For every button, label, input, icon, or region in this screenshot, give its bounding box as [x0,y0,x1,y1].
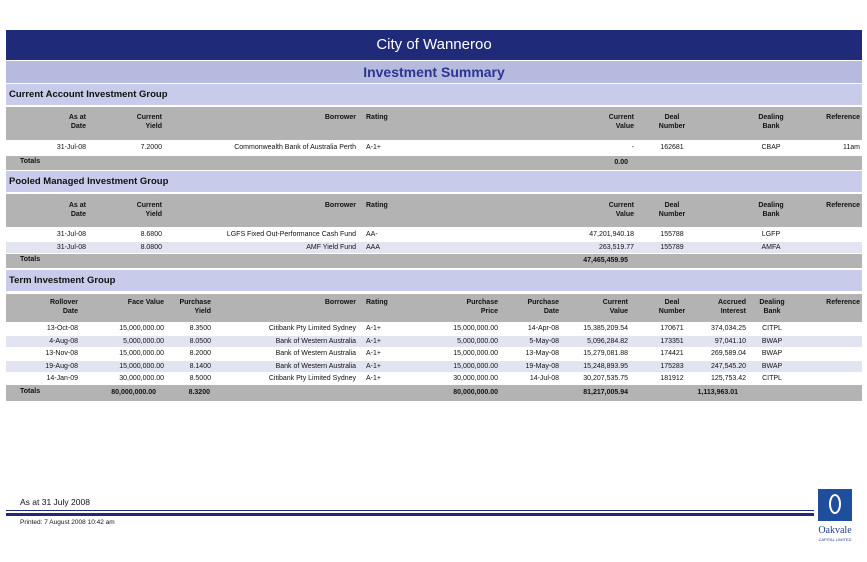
table-cell: 14-Jan-09 [46,375,78,382]
table-cell: 8.1400 [189,362,211,370]
table-row [6,323,862,334]
table-cell: 30,000,000.00 [453,375,498,382]
table-cell: BWAP [761,337,783,345]
current-group-heading: Current Account Investment Group [6,84,862,105]
table-cell: CITPL [762,375,782,382]
term-total-price: 80,000,000.00 [453,389,498,396]
table-cell: 30,207,535.75 [583,375,628,382]
current-total-value: 0.00 [614,159,628,166]
pooled-totals-row [6,254,862,268]
pooled-column-headers [6,194,862,227]
current-totals-row [6,156,862,170]
term-total-yield: 8.3200 [188,389,210,396]
table-cell: 173351 [660,337,684,345]
current-column-headers [6,107,862,140]
table-cell: Bank of Western Australia [275,350,356,357]
column-header: Rollover Date [49,299,78,315]
column-header: Reference [826,114,860,121]
column-header: Dealing Bank [759,299,785,315]
table-row [6,242,862,253]
column-header: Dealing Bank [758,202,784,218]
table-cell: 31-Jul-08 [56,243,86,251]
table-row [6,336,862,347]
table-cell: 31-Jul-08 [56,231,86,238]
table-row [6,229,862,240]
table-cell: 15,248,893.95 [583,362,628,370]
summary-heading: Investment Summary [6,61,862,83]
term-total-current: 81,217,005.94 [583,389,628,396]
footer-rule-thick [6,513,814,516]
table-cell: 15,000,000.00 [453,350,498,357]
table-cell: 97,041.10 [714,337,746,345]
totals-label: Totals [20,256,41,263]
table-cell: 47,201,940.18 [589,231,634,238]
column-header: Current Value [608,114,634,130]
table-cell: 14-Jul-08 [529,375,559,382]
table-cell: A-1+ [366,362,381,370]
logo-subtitle: CAPITAL LIMITED [818,537,852,542]
table-cell: Citibank Pty Limited Sydney [268,325,356,332]
column-header: As at Date [68,114,86,130]
column-header: Purchase Price [466,299,498,315]
table-cell: 155788 [660,231,684,238]
table-cell: 8.5000 [189,375,211,382]
column-header: Deal Number [658,114,686,130]
totals-label: Totals [20,388,41,395]
table-cell: AA- [366,231,378,238]
column-header: Face Value [127,299,164,306]
column-header: Current Yield [136,114,162,130]
table-cell: 5,096,284.82 [587,337,628,345]
column-header: Rating [366,114,388,121]
table-cell: 15,385,209.54 [583,325,628,332]
table-cell: 247,545.20 [710,362,746,370]
table-cell: LGFS Fixed Out-Performance Cash Fund [226,231,356,238]
table-cell: 8.0800 [140,243,162,251]
column-header: Current Yield [136,202,162,218]
column-header: Rating [366,202,388,209]
table-cell: 125,753.42 [710,375,746,382]
column-header: Rating [366,299,388,306]
table-cell: 15,279,081.88 [583,350,628,357]
table-cell: 263,519.77 [598,243,634,251]
table-cell: 13-Nov-08 [45,350,78,357]
table-cell: CITPL [762,325,782,332]
table-cell: Bank of Western Australia [275,337,356,345]
column-header: Reference [826,202,860,209]
table-cell: A-1+ [366,375,381,382]
term-group-heading: Term Investment Group [6,270,862,291]
column-header: Borrower [324,299,356,306]
table-cell: 13-Oct-08 [46,325,78,332]
table-row [6,348,862,359]
table-cell: A-1+ [366,337,381,345]
table-cell: 174421 [660,350,684,357]
table-cell: AAA [366,243,381,251]
report-title: City of Wanneroo [6,30,862,60]
table-cell: 13-May-08 [525,350,559,357]
table-row [6,361,862,372]
table-cell: 14-Apr-08 [527,325,559,332]
column-header: Purchase Date [527,299,559,315]
table-cell: 175283 [660,362,684,370]
table-cell: CBAP [761,144,781,151]
table-cell: 7.2000 [140,144,162,151]
table-cell: 15,000,000.00 [119,350,164,357]
term-column-headers [6,294,862,322]
column-header: Reference [826,299,860,306]
table-cell: 8.6800 [140,231,162,238]
printed-timestamp: Printed: 7 August 2008 10:42 am [20,519,115,526]
table-cell: A-1+ [366,350,381,357]
column-header: Purchase Yield [179,299,211,315]
totals-label: Totals [20,158,41,165]
table-row [6,142,862,153]
table-cell: 8.3500 [189,325,211,332]
table-cell: 170671 [660,325,684,332]
pooled-group-heading: Pooled Managed Investment Group [6,171,862,192]
table-cell: AMFA [761,243,781,251]
column-header: Dealing Bank [758,114,784,130]
table-cell: AMF Yield Fund [306,243,356,251]
table-cell: 181912 [660,375,684,382]
table-cell: 30,000,000.00 [119,375,164,382]
table-cell: BWAP [761,362,783,370]
table-cell: Commonwealth Bank of Australia Perth [234,144,356,151]
column-header: Accrued Interest [717,299,746,315]
column-header: Current Value [608,202,634,218]
column-header: Borrower [324,202,356,209]
table-cell: A-1+ [366,325,381,332]
table-cell: 374,034.25 [710,325,746,332]
table-cell: BWAP [761,350,783,357]
table-cell: 11am [843,144,860,151]
table-cell: 162681 [660,144,684,151]
term-total-interest: 1,113,963.01 [697,389,738,396]
table-cell: 155789 [660,243,684,251]
term-totals-row [6,385,862,401]
table-cell: 8.0500 [189,337,211,345]
table-cell: 15,000,000.00 [453,362,498,370]
table-cell: 8.2000 [189,350,211,357]
as-at-date: As at 31 July 2008 [20,497,90,507]
table-cell: 15,000,000.00 [453,325,498,332]
table-cell: 15,000,000.00 [119,362,164,370]
table-row [6,373,862,384]
table-cell: 4-Aug-08 [49,337,78,345]
table-cell: 5,000,000.00 [123,337,164,345]
table-cell: 5,000,000.00 [457,337,498,345]
table-cell: 15,000,000.00 [119,325,164,332]
term-total-face: 80,000,000.00 [111,389,156,396]
pooled-total-value: 47,465,459.95 [583,257,628,264]
column-header: Deal Number [658,299,686,315]
table-cell: Citibank Pty Limited Sydney [268,375,356,382]
logo-name: Oakvale [818,525,852,536]
table-cell: - [631,144,634,151]
logo-ring-icon [829,494,841,514]
table-cell: 19-May-08 [525,362,559,370]
column-header: Borrower [324,114,356,121]
column-header: Current Value [602,299,628,315]
table-cell: LGFP [761,231,781,238]
table-cell: Bank of Western Australia [275,362,356,370]
table-cell: 31-Jul-08 [56,144,86,151]
table-cell: A-1+ [366,144,381,151]
column-header: As at Date [68,202,86,218]
column-header: Deal Number [658,202,686,218]
table-cell: 19-Aug-08 [45,362,78,370]
table-cell: 269,589.04 [710,350,746,357]
table-cell: 5-May-08 [529,337,559,345]
footer-rule [6,510,814,511]
